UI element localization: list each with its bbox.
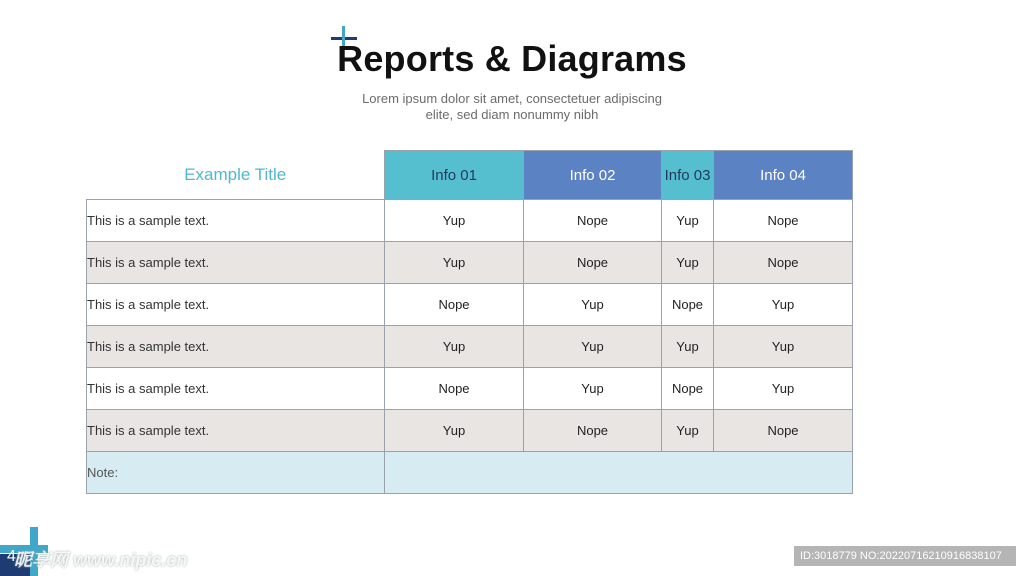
row-label: This is a sample text. xyxy=(87,284,385,326)
cell-value: Yup xyxy=(714,284,853,326)
comparison-table xyxy=(86,150,853,494)
table-row xyxy=(87,368,853,410)
column-header-info-03: Info 03 xyxy=(662,151,714,200)
cell-value: Yup xyxy=(385,410,524,452)
cell-value: Nope xyxy=(524,242,662,284)
row-label: This is a sample text. xyxy=(87,326,385,368)
cell-value: Nope xyxy=(385,284,524,326)
subtitle-line-1: Lorem ipsum dolor sit amet, consectetuer adipiscing xyxy=(362,91,662,106)
cell-value: Yup xyxy=(385,242,524,284)
table-header-row xyxy=(87,151,853,200)
cell-value: Yup xyxy=(662,200,714,242)
column-header-info-04: Info 04 xyxy=(714,151,853,200)
page-title: Reports & Diagrams xyxy=(337,38,687,79)
row-label: This is a sample text. xyxy=(87,200,385,242)
table-row xyxy=(87,200,853,242)
cell-value: Nope xyxy=(385,368,524,410)
cell-value: Yup xyxy=(385,326,524,368)
table-row xyxy=(87,410,853,452)
table-row xyxy=(87,326,853,368)
watermark-id: ID:3018779 NO:20220716210916838107 xyxy=(794,546,1016,566)
row-label: This is a sample text. xyxy=(87,368,385,410)
cell-value: Yup xyxy=(662,326,714,368)
column-header-info-01: Info 01 xyxy=(385,151,524,200)
table-row xyxy=(87,242,853,284)
cell-value: Yup xyxy=(524,284,662,326)
cell-value: Nope xyxy=(662,368,714,410)
note-value xyxy=(385,452,853,494)
cell-value: Yup xyxy=(714,326,853,368)
cell-value: Yup xyxy=(524,326,662,368)
row-label: This is a sample text. xyxy=(87,242,385,284)
row-label: This is a sample text. xyxy=(87,410,385,452)
cell-value: Yup xyxy=(662,410,714,452)
page-number: 4 xyxy=(7,548,16,565)
column-header-info-02: Info 02 xyxy=(524,151,662,200)
cell-value: Nope xyxy=(524,410,662,452)
watermark-logo: 昵享网 www.nipic.cn xyxy=(14,550,188,570)
table-row xyxy=(87,284,853,326)
cell-value: Yup xyxy=(714,368,853,410)
table-note-row xyxy=(87,452,853,494)
page-subtitle xyxy=(0,91,1024,123)
cell-value: Yup xyxy=(524,368,662,410)
subtitle-line-2: elite, sed diam nonummy nibh xyxy=(425,107,599,122)
note-label: Note: xyxy=(87,452,385,494)
cell-value: Yup xyxy=(662,242,714,284)
cell-value: Nope xyxy=(714,200,853,242)
cell-value: Nope xyxy=(714,410,853,452)
cell-value: Nope xyxy=(714,242,853,284)
cell-value: Yup xyxy=(385,200,524,242)
cell-value: Nope xyxy=(524,200,662,242)
cell-value: Nope xyxy=(662,284,714,326)
table-corner-title: Example Title xyxy=(87,151,385,200)
